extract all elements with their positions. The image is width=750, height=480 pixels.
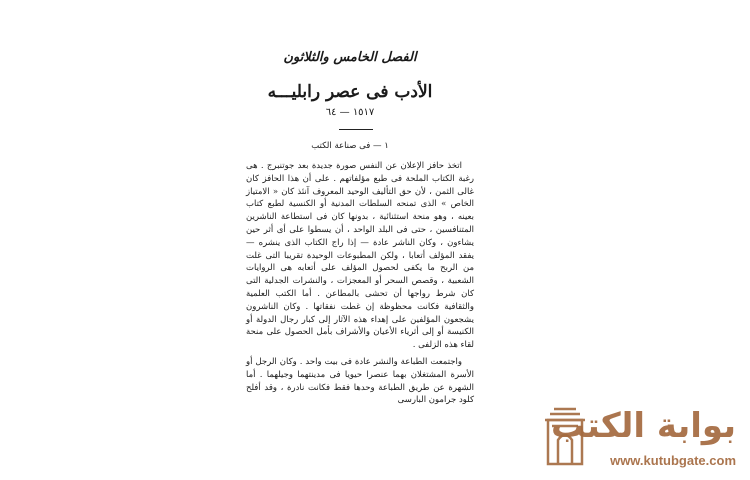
watermark-logo — [542, 400, 742, 472]
paragraph: اتخذ حافز الإعلان عن النفس صورة جديدة بعد جوتنبرج . هى رغبة الكتاب الملحة فى طبع مؤلفاتهم . على أن هذا الحافز كان غالى الثمن ، لأن حق التأليف الوحيد المعروف آنئذ كان « الامتياز الخاص » الذى تمنحه السلطات المدنية أو الكنسية لطبع كتاب بعينه ، وهو منحة استثنائية ، بدونها كان فى استطاعة الناشرين المتنافسين ، حتى فى البلد الواحد ، أن يسطوا على أى أثر حين يشاءون ، وكان الناشر عادة — إذا راج الكتاب الذى ينشره — يفقد المؤلف أتعابا ، ولكن المطبوعات الوحيدة تقريبا التى غلت من الربح ما يكفى لحصول المؤلف على أتعابه هى الروايات الشعبية ، وقصص السحر أو المعجزات ، والنشرات الجدلية التى كان شرط رواجها أن تحشى بالمطاعن . أما الكتب العلمية والثقافية فكانت محظوظة إن غطت نفقاتها . وكان الناشرون يشجعون المؤلفين على إهداء هذه الآثار إلى كبار رجال الدولة أو الكنيسة أو إلى أثرياء الأعيان والأشراف بأمل الحصول على منحة لقاء هذه الزلفى . — [246, 161, 474, 351]
chapter-heading: الفصل الخامس والثلاثون — [283, 50, 417, 65]
watermark-text: بوابة الكتب — [550, 406, 736, 446]
chapter-years: ١٥١٧ — ٦٤ — [325, 107, 375, 118]
paragraph: واجتمعت الطباعة والنشر عادة فى بيت واحد . وكان الرجل أو الأسرة المشتغلان بهما عنصرا حيويا فى مدينتهما وجيلهما . أما الشهرة عن طريق الطباعة وحدها فقط فكانت نادرة ، وقد أفلح كلود جرامون البارسى — [246, 356, 474, 406]
title-divider — [339, 129, 373, 130]
section-heading: ١ — فى صناعة الكتب — [311, 141, 389, 151]
watermark-url: www.kutubgate.com — [610, 453, 736, 468]
body-text — [246, 160, 474, 407]
chapter-title: الأدب فى عصر رابليـــه — [267, 82, 433, 102]
